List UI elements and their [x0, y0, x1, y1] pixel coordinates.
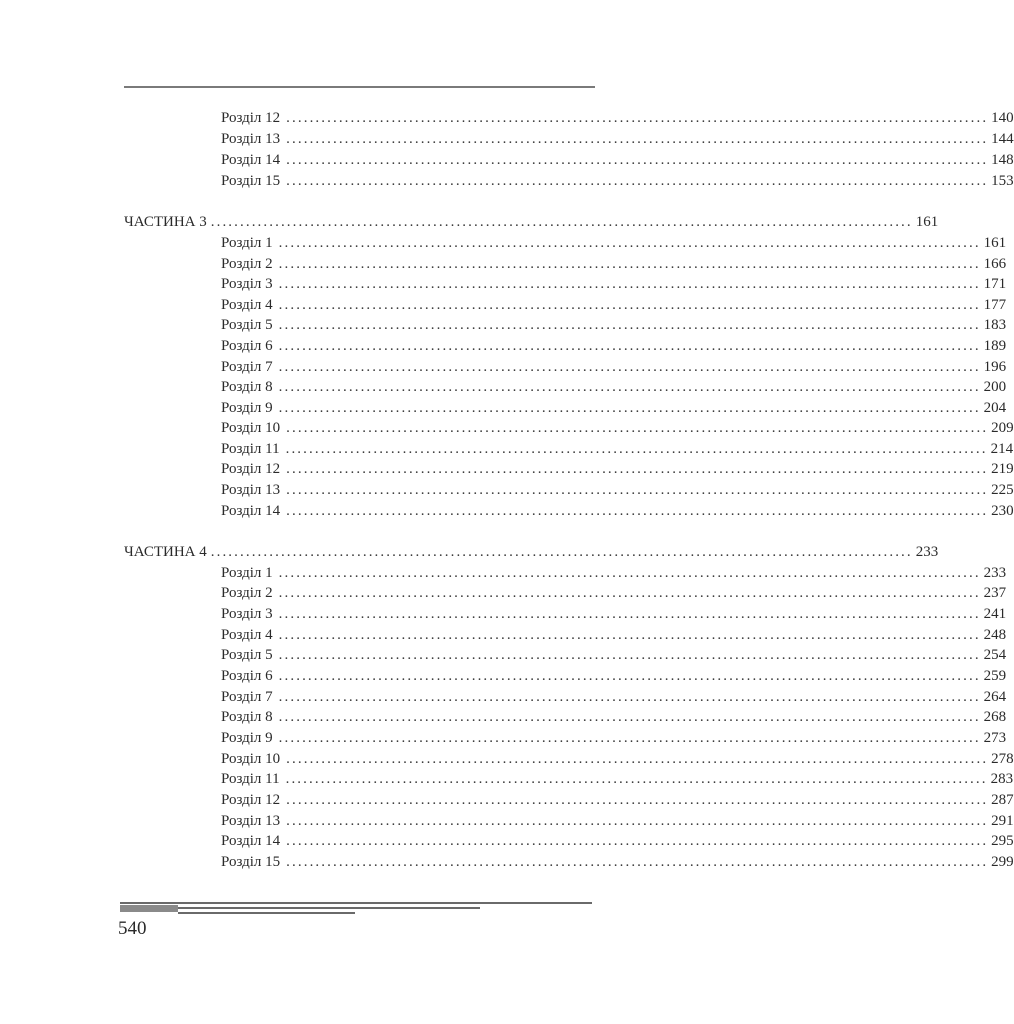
- leader-dots: ........................................................................................................................: [286, 482, 989, 498]
- toc-page-number: 233: [983, 565, 1007, 581]
- toc-entry-label: Розділ 12: [221, 110, 281, 126]
- leader-dots: ........................................................................................................................: [210, 214, 913, 230]
- leader-dots: ........................................................................................................................: [278, 585, 981, 601]
- leader-dots: ........................................................................................................................: [286, 152, 989, 168]
- toc-chapter-row[interactable]: [221, 645, 1007, 665]
- leader-dots: ........................................................................................................................: [278, 297, 981, 313]
- toc-entry-label: Розділ 12: [221, 792, 281, 808]
- toc-chapter-row[interactable]: [221, 274, 1007, 294]
- leader-dots: ........................................................................................................................: [286, 503, 989, 519]
- toc-page-number: 241: [983, 606, 1007, 622]
- leader-dots: ........................................................................................................................: [278, 565, 981, 581]
- leader-dots: ........................................................................................................................: [286, 813, 989, 829]
- toc-chapter-row[interactable]: [221, 790, 1014, 810]
- toc-page-number: 248: [983, 627, 1007, 643]
- toc-chapter-row[interactable]: [221, 129, 1014, 149]
- leader-dots: ........................................................................................................................: [210, 544, 913, 560]
- toc-page-number: 140: [991, 110, 1014, 126]
- footer-rule: [178, 912, 355, 914]
- leader-dots: ........................................................................................................................: [286, 792, 989, 808]
- toc-entry-label: Розділ 15: [221, 173, 281, 189]
- leader-dots: ........................................................................................................................: [278, 647, 981, 663]
- leader-dots: ........................................................................................................................: [278, 668, 981, 684]
- toc-chapter-row[interactable]: [221, 687, 1007, 707]
- leader-dots: ........................................................................................................................: [278, 317, 981, 333]
- footer-ornament: [120, 902, 592, 916]
- leader-dots: ........................................................................................................................: [278, 256, 981, 272]
- toc-page-number: 254: [983, 647, 1007, 663]
- toc-page-number: 233: [915, 544, 939, 560]
- toc-chapter-row[interactable]: [221, 336, 1007, 356]
- toc-entry-label: Розділ 4: [221, 627, 273, 643]
- toc-entry-label: Розділ 1: [221, 235, 273, 251]
- footer-rule: [178, 907, 480, 909]
- toc-entry-label: Розділ 15: [221, 854, 281, 870]
- toc-chapter-row[interactable]: [221, 749, 1014, 769]
- toc-chapter-row[interactable]: [221, 501, 1014, 521]
- toc-entry-label: Розділ 8: [221, 709, 273, 725]
- leader-dots: ........................................................................................................................: [278, 359, 981, 375]
- leader-dots: ........................................................................................................................: [286, 420, 989, 436]
- toc-page-number: 204: [983, 400, 1007, 416]
- toc-entry-label: Розділ 5: [221, 317, 273, 333]
- toc-entry-label: Розділ 3: [221, 606, 273, 622]
- toc-page-number: 219: [991, 461, 1014, 477]
- toc-entry-label: Розділ 10: [221, 751, 281, 767]
- leader-dots: ........................................................................................................................: [278, 606, 981, 622]
- leader-dots: ........................................................................................................................: [278, 338, 981, 354]
- toc-page-number: 291: [991, 813, 1014, 829]
- toc-entry-label: Розділ 8: [221, 379, 273, 395]
- toc-entry-label: Розділ 2: [221, 585, 273, 601]
- toc-entry-label: Розділ 9: [221, 400, 273, 416]
- toc-page-number: 209: [991, 420, 1014, 436]
- leader-dots: ........................................................................................................................: [285, 441, 988, 457]
- leader-dots: ........................................................................................................................: [278, 689, 981, 705]
- toc-chapter-row[interactable]: [221, 707, 1007, 727]
- toc-entry-label: Розділ 10: [221, 420, 281, 436]
- toc-chapter-row[interactable]: [221, 254, 1007, 274]
- toc-entry-label: Розділ 11: [221, 771, 280, 787]
- toc-page-number: 183: [983, 317, 1007, 333]
- toc-page-number: 299: [991, 854, 1014, 870]
- toc-entry-label: Розділ 6: [221, 668, 273, 684]
- toc-chapter-row[interactable]: [221, 108, 1014, 128]
- toc-part-row[interactable]: [124, 212, 939, 232]
- toc-page-number: 237: [983, 585, 1007, 601]
- toc-entry-label: Розділ 1: [221, 565, 273, 581]
- toc-entry-label: Розділ 7: [221, 689, 273, 705]
- leader-dots: ........................................................................................................................: [286, 131, 989, 147]
- toc-chapter-row[interactable]: [221, 625, 1007, 645]
- leader-dots: ........................................................................................................................: [278, 730, 981, 746]
- page-number: 540: [118, 918, 147, 939]
- toc-chapter-row[interactable]: [221, 583, 1007, 603]
- toc-chapter-row[interactable]: [221, 563, 1007, 583]
- toc-entry-label: Розділ 14: [221, 152, 281, 168]
- toc-page-number: 278: [991, 751, 1014, 767]
- leader-dots: ........................................................................................................................: [286, 110, 989, 126]
- leader-dots: ........................................................................................................................: [286, 751, 989, 767]
- toc-part-row[interactable]: [124, 542, 939, 562]
- leader-dots: ........................................................................................................................: [278, 379, 981, 395]
- leader-dots: ........................................................................................................................: [278, 276, 981, 292]
- toc-chapter-row[interactable]: [221, 398, 1007, 418]
- toc-page-number: 283: [990, 771, 1014, 787]
- toc-chapter-row[interactable]: [221, 357, 1007, 377]
- toc-chapter-row[interactable]: [221, 459, 1014, 479]
- toc-page-number: 166: [983, 256, 1007, 272]
- toc-page-number: 161: [915, 214, 939, 230]
- leader-dots: ........................................................................................................................: [278, 709, 981, 725]
- toc-page-number: 295: [991, 833, 1014, 849]
- toc-page-number: 153: [991, 173, 1014, 189]
- toc-chapter-row[interactable]: [221, 233, 1007, 253]
- toc-chapter-row[interactable]: [221, 480, 1014, 500]
- toc-entry-label: Розділ 13: [221, 482, 281, 498]
- toc-chapter-row[interactable]: [221, 852, 1014, 872]
- leader-dots: ........................................................................................................................: [286, 461, 989, 477]
- toc-entry-label: Розділ 6: [221, 338, 273, 354]
- toc-entry-label: Розділ 11: [221, 441, 280, 457]
- toc-chapter-row[interactable]: [221, 150, 1014, 170]
- leader-dots: ........................................................................................................................: [278, 627, 981, 643]
- toc-page-number: 148: [991, 152, 1014, 168]
- toc-page-number: 189: [983, 338, 1007, 354]
- toc-entry-label: Розділ 4: [221, 297, 273, 313]
- toc-chapter-row[interactable]: [221, 769, 1014, 789]
- toc-chapter-row[interactable]: [221, 728, 1007, 748]
- toc-chapter-row[interactable]: [221, 666, 1007, 686]
- toc-page-number: 287: [991, 792, 1014, 808]
- header-rule: [124, 86, 595, 88]
- toc-page-number: 196: [983, 359, 1007, 375]
- toc-chapter-row[interactable]: [221, 315, 1007, 335]
- toc-entry-label: Розділ 13: [221, 813, 281, 829]
- footer-rule-block: [120, 905, 178, 912]
- leader-dots: ........................................................................................................................: [286, 833, 989, 849]
- toc-entry-label: Розділ 14: [221, 833, 281, 849]
- toc-page-number: 268: [983, 709, 1007, 725]
- toc-chapter-row[interactable]: [221, 418, 1014, 438]
- toc-entry-label: Розділ 7: [221, 359, 273, 375]
- toc-page-number: 161: [983, 235, 1007, 251]
- toc-page-number: 264: [983, 689, 1007, 705]
- toc-entry-label: Розділ 12: [221, 461, 281, 477]
- toc-page-number: 273: [983, 730, 1007, 746]
- toc-entry-label: Розділ 2: [221, 256, 273, 272]
- toc-page-number: 214: [990, 441, 1014, 457]
- toc-chapter-row[interactable]: [221, 831, 1014, 851]
- toc-chapter-row[interactable]: [221, 604, 1007, 624]
- leader-dots: ........................................................................................................................: [278, 400, 981, 416]
- toc-part-label: ЧАСТИНА 4: [124, 544, 207, 560]
- toc-page-number: 259: [983, 668, 1007, 684]
- toc-chapter-row[interactable]: [221, 295, 1007, 315]
- toc-chapter-row[interactable]: [221, 377, 1007, 397]
- toc-part-label: ЧАСТИНА 3: [124, 214, 207, 230]
- leader-dots: ........................................................................................................................: [278, 235, 981, 251]
- toc-chapter-row[interactable]: [221, 171, 1014, 191]
- toc-entry-label: Розділ 14: [221, 503, 281, 519]
- toc-page-number: 177: [983, 297, 1007, 313]
- leader-dots: ........................................................................................................................: [286, 173, 989, 189]
- toc-entry-label: Розділ 13: [221, 131, 281, 147]
- toc-chapter-row[interactable]: [221, 439, 1014, 459]
- toc-page-number: 144: [991, 131, 1014, 147]
- footer-rule: [120, 902, 592, 904]
- leader-dots: ........................................................................................................................: [285, 771, 988, 787]
- toc-entry-label: Розділ 3: [221, 276, 273, 292]
- toc-chapter-row[interactable]: [221, 811, 1014, 831]
- toc-page-number: 230: [991, 503, 1014, 519]
- toc-page-number: 171: [983, 276, 1007, 292]
- toc-page-number: 225: [991, 482, 1014, 498]
- toc-page-number: 200: [983, 379, 1007, 395]
- toc-entry-label: Розділ 9: [221, 730, 273, 746]
- toc-entry-label: Розділ 5: [221, 647, 273, 663]
- leader-dots: ........................................................................................................................: [286, 854, 989, 870]
